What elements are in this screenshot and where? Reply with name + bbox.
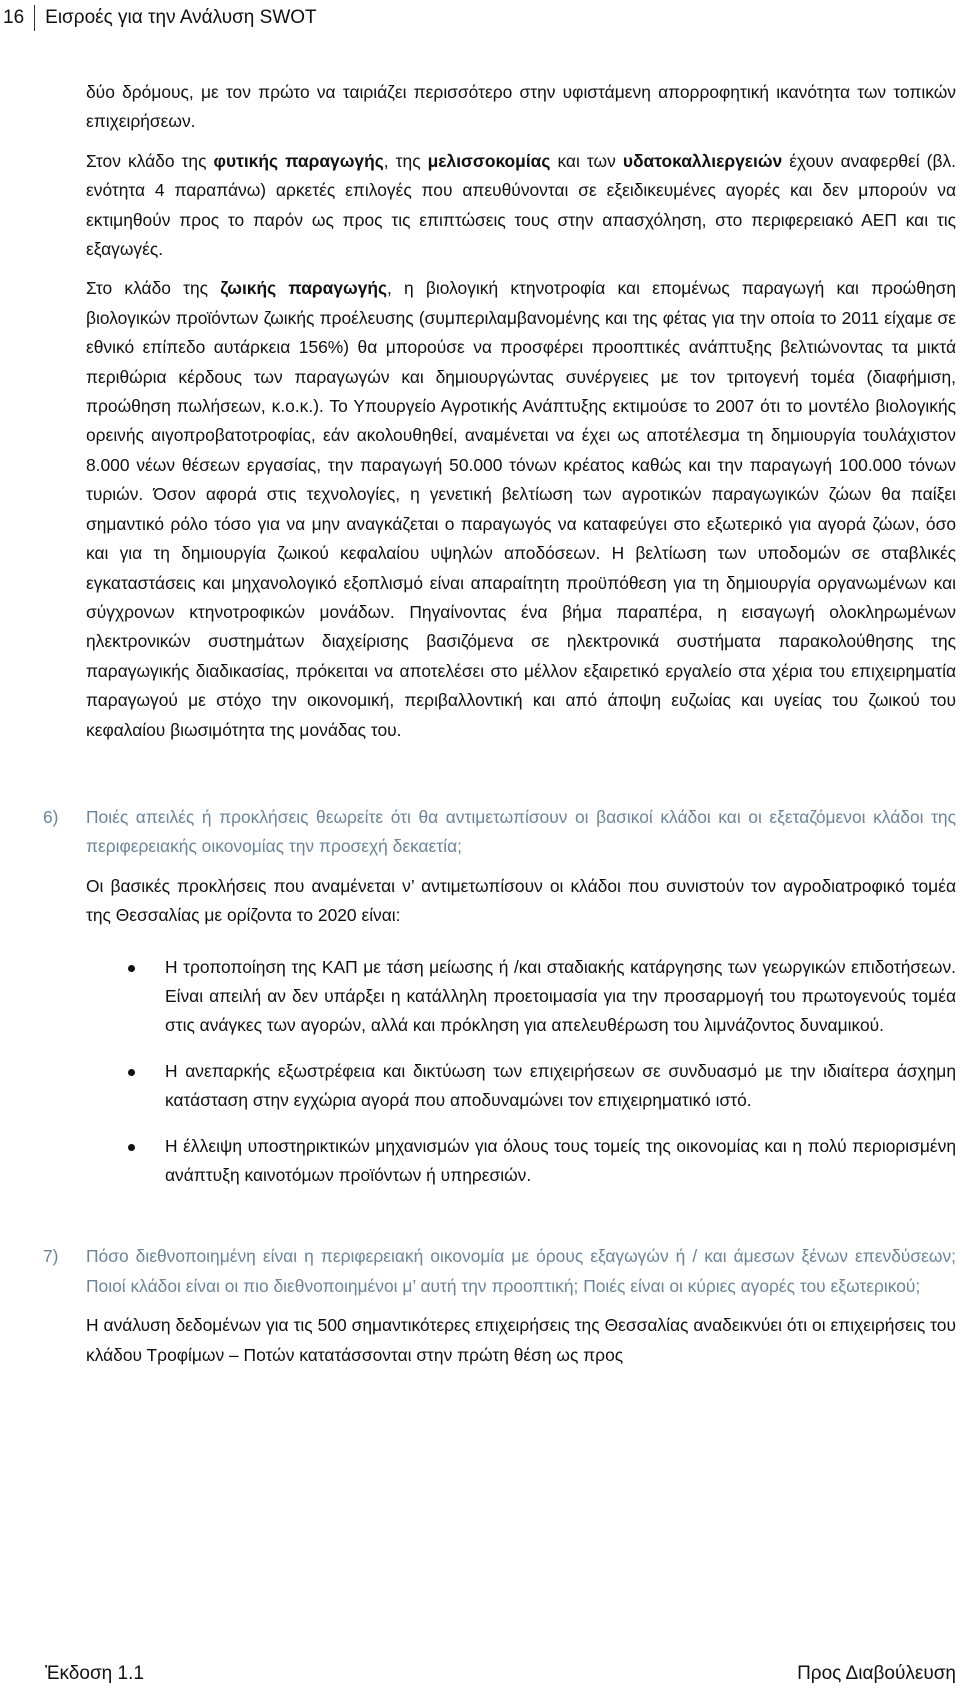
bold-term-beekeeping: μελισσοκομίας [427,150,551,171]
version-label: Ἐκδοση 1.1 [45,1663,144,1684]
question-7 [43,1242,956,1301]
list-item-text: Η ανεπαρκής εξωστρέφεια και δικτύωση των επιχειρήσεων σε συνδυασμό με την ιδιαίτερα άσχημη κατάσταση στην εγχώρια αγορά που αποδυναμώνει τον επιχειρηματικό ιστό. [165,1060,956,1111]
paragraph-plant-production [86,147,956,265]
list-item-text: Η τροποποίηση της ΚΑΠ με τάση μείωσης ή /και σταδιακής κατάργησης των γεωργικών επιδοτήσεων. Είναι απειλή αν δεν υπάρξει η κατάλληλη προετοιμασία για την προσαρμογή του πρωτογενούς τομέα στις ανάγκες των αγορών, αλλά και πρόκληση για απελευθέρωση του λιμνάζοντος δυναμικού. [165,956,956,1036]
bullet-icon [128,965,135,972]
list-item [86,953,956,1041]
page-number: 16 [3,7,25,28]
paragraph-continuation: δύο δρόμους, με τον πρώτο να ταιριάζει περισσότερο στην υφιστάμενη απορροφητική ικανότητα των τοπικών επιχειρήσεων. [86,82,956,132]
bold-term-aquaculture: υδατοκαλλιεργειών [622,150,783,171]
question-6 [43,803,956,862]
header-divider [34,5,35,31]
status-label: Προς Διαβούλευση [797,1663,956,1684]
answer-intro: Οι βασικές προκλήσεις που αναμένεται ν’ αντιμετωπίσουν οι κλάδοι που συνιστούν τον αγροδιατροφικό τομέα της Θεσσαλίας με ορίζοντα το 2020 είναι: [86,875,956,926]
page-header [0,4,317,32]
page-content [43,78,957,1380]
text-run: , η βιολογική κτηνοτροφία και επομένως παραγωγή και προώθηση βιολογικών προϊόντων ζωικής προέλευσης (συμπεριλαμβανομένης και της φέτας για την οποία το 2011 είχαμε σε εθνικό επίπεδο αυτάρκεια 156%) θα μπορούσε να προσφέρει προοπτικές ανάπτυξης βελτιώνοντας τα μικτά περιθώρια κέρδους των παραγωγών και δημιουργώντας συνέργειες με τον τριτογενή τομέα (διαφήμιση, προώθηση πωλήσεων, κ.ο.κ.). Το Υπουργείο Αγροτικής Ανάπτυξης εκτιμούσε το 2007 ότι το μοντέλο βιολογικής ορεινής αιγοπροβατοτροφίας, εάν ακολουθηθεί, αναμένεται να έχει ως αποτέλεσμα τη δημιουργία τουλάχιστον 8.000 νέων θέσεων εργασίας, την παραγωγή 50.000 τόνων κρέατος καθώς και την παραγωγή 100.000 τόνων τυριών. Όσον αφορά στις τεχνολογίες, η γενετική βελτίωση των αγροτικών παραγωγικών ζώων θα παίξει σημαντικό ρόλο τόσο για να μην αναγκάζεται ο παραγωγός να καταφεύγει στο εξωτερικό για αγορά ζώων, όσο και για τη δημιουργία ζωικού κεφαλαίου υψηλών αποδόσεων. Η βελτίωση των υποδομών σε σταβλικές εγκαταστάσεις και μηχανολογικό εξοπλισμό είναι απαραίτητη προϋπόθεση για τη δημιουργία οργανωμένων και σύγχρονων κτηνοτροφικών μονάδων. Πηγαίνοντας ένα βήμα παραπέρα, η εισαγωγή ολοκληρωμένων ηλεκτρονικών συστημάτων διαχείρισης βασιζόμενα σε ηλεκτρονικά συστήματα παρακολούθησης της παραγωγικής διαδικασίας, πρόκειται να αποτελέσει στο μέλλον εξαιρετικό εργαλείο στα χέρια του επιχειρηματία παραγωγού με στόχο την οικονομική, περιβαλλοντική και από άποψη ευζωίας και υγείας του ζωικού του κεφαλαίου βιωσιμότητα της μονάδας του. [86,278,956,740]
list-item [86,1057,956,1116]
challenges-list [86,953,956,1191]
bold-term-livestock-production: ζωικής παραγωγής [220,278,388,299]
list-item [86,1132,956,1191]
answer-intro: Η ανάλυση δεδομένων για τις 500 σημαντικότερες επιχειρήσεις της Θεσσαλίας αναδεικνύει ότι οι επιχειρήσεις του κλάδου Τροφίμων – Ποτών κατατάσσονται στην πρώτη θέση ως προς [86,1315,956,1365]
page-footer [45,1663,956,1685]
text-run: Στον κλάδο της [86,150,214,171]
running-title: Εισροές για την Ανάλυση SWOT [45,7,317,28]
bold-term-plant-production: φυτικής παραγωγής [213,150,384,171]
text-run: και των [550,150,623,171]
question-number: 7) [43,1246,59,1267]
bullet-icon [128,1144,135,1151]
text-run: έχουν αναφερθεί (βλ. ενότητα 4 παραπάνω) αρκετές επιλογές που απευθύνονται σε εξειδικευμένες αγορές και δεν μπορούν να εκτιμηθούν προς το παρόν ως προς τις επιπτώσεις τους στην απασχόληση, στο περιφερειακό ΑΕΠ και τις εξαγωγές. [86,150,957,260]
paragraph-livestock-production [86,274,956,745]
list-item-text: Η έλλειψη υποστηρικτικών μηχανισμών για όλους τους τομείς της οικονομίας και η πολύ περιορισμένη ανάπτυξη καινοτόμων προϊόντων ή υπηρεσιών. [165,1135,956,1185]
question-text: Πόσο διεθνοποιημένη είναι η περιφερειακή οικονομία με όρους εξαγωγών ή / και άμεσων ξένων επενδύσεων; Ποιοί κλάδοι είναι οι πιο διεθνοποιημένοι μ’ αυτή την προοπτική; Ποιές είναι οι κύριες αγορές του εξωτερικού; [86,1246,956,1296]
bullet-icon [128,1069,135,1076]
text-run: , της [383,150,428,171]
question-text: Ποιές απειλές ή προκλήσεις θεωρείτε ότι θα αντιμετωπίσουν οι βασικοί κλάδοι και οι εξεταζόμενοι κλάδοι της περιφερειακής οικονομίας την προσεχή δεκαετία; [86,806,956,857]
question-number: 6) [43,806,59,827]
text-run: Στο κλάδο της [86,278,221,299]
